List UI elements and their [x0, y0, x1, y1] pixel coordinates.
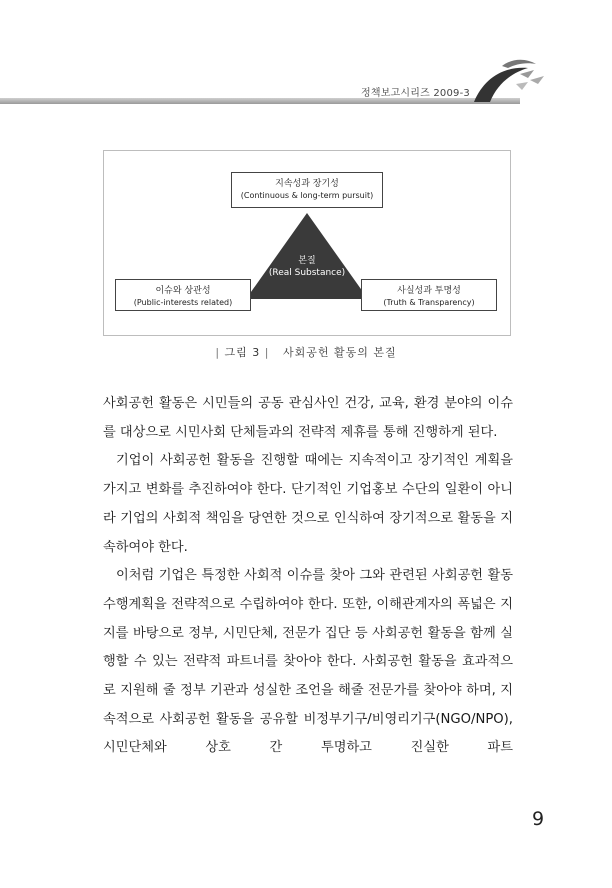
node-transparency-title: 사실성과 투명성 [397, 286, 461, 296]
caption-bar-left: | [215, 346, 221, 359]
node-transparency-subtitle: (Truth & Transparency) [383, 298, 475, 307]
center-subtitle: (Real Substance) [268, 268, 346, 278]
paragraph-1: 사회공헌 활동은 시민들의 공동 관심사인 건강, 교육, 환경 분야의 이슈를 대상으로 시민사회 단체들과의 전략적 제휴를 통해 진행하게 된다. [103, 396, 513, 440]
bird-leaf-logo-icon [468, 56, 550, 106]
node-transparency [361, 279, 497, 311]
paragraph-3: 이처럼 기업은 특정한 사회적 이슈를 찾아 그와 관련된 사회공헌 활동 수행계획을 전략적으로 수립하여야 한다. 또한, 이해관계자의 폭넓은 지지를 바탕으로 정부, 시민단체, 전문가 집단 등 사회공헌 활동을 함께 실행할 수 있는 전략적 파트너를 찾아야 한다. 사회공헌 활동을 효과적으로 지원해 줄 정부 기관과 성실한 조언을 해줄 전문가를 찾아야 하며, 지속적으로 사회공헌 활동을 공유할 비정부기구/비영리기구(NGO/NPO), 시민단체와 상호 간 투명하고 진실한 파트 [103, 568, 513, 756]
series-label: 정책보고시리즈 2009-3 [360, 88, 470, 99]
node-continuity-subtitle: (Continuous & long-term pursuit) [240, 191, 374, 200]
caption-text: 사회공헌 활동의 본질 [283, 346, 397, 359]
node-relevance-subtitle: (Public-interests related) [133, 298, 233, 307]
caption-bar-right: | [264, 346, 270, 359]
figure-caption [0, 344, 612, 360]
node-continuity [231, 172, 383, 208]
node-relevance [115, 279, 251, 311]
center-label [244, 255, 370, 279]
node-continuity-title: 지속성과 장기성 [275, 179, 339, 189]
figure-diagram [103, 150, 511, 336]
caption-number: 그림 3 [224, 346, 261, 359]
page-number: 9 [532, 808, 545, 830]
center-title: 본질 [298, 256, 316, 266]
node-relevance-title: 이슈와 상관성 [155, 286, 211, 296]
body-text [103, 390, 513, 763]
paragraph-2: 기업이 사회공헌 활동을 진행할 때에는 지속적이고 장기적인 계획을 가지고 변화를 추진하여야 한다. 단기적인 기업홍보 수단의 일환이 아니라 기업의 사회적 책임을 당연한 것으로 인식하여 장기적으로 활동을 지속하여야 한다. [103, 453, 513, 555]
